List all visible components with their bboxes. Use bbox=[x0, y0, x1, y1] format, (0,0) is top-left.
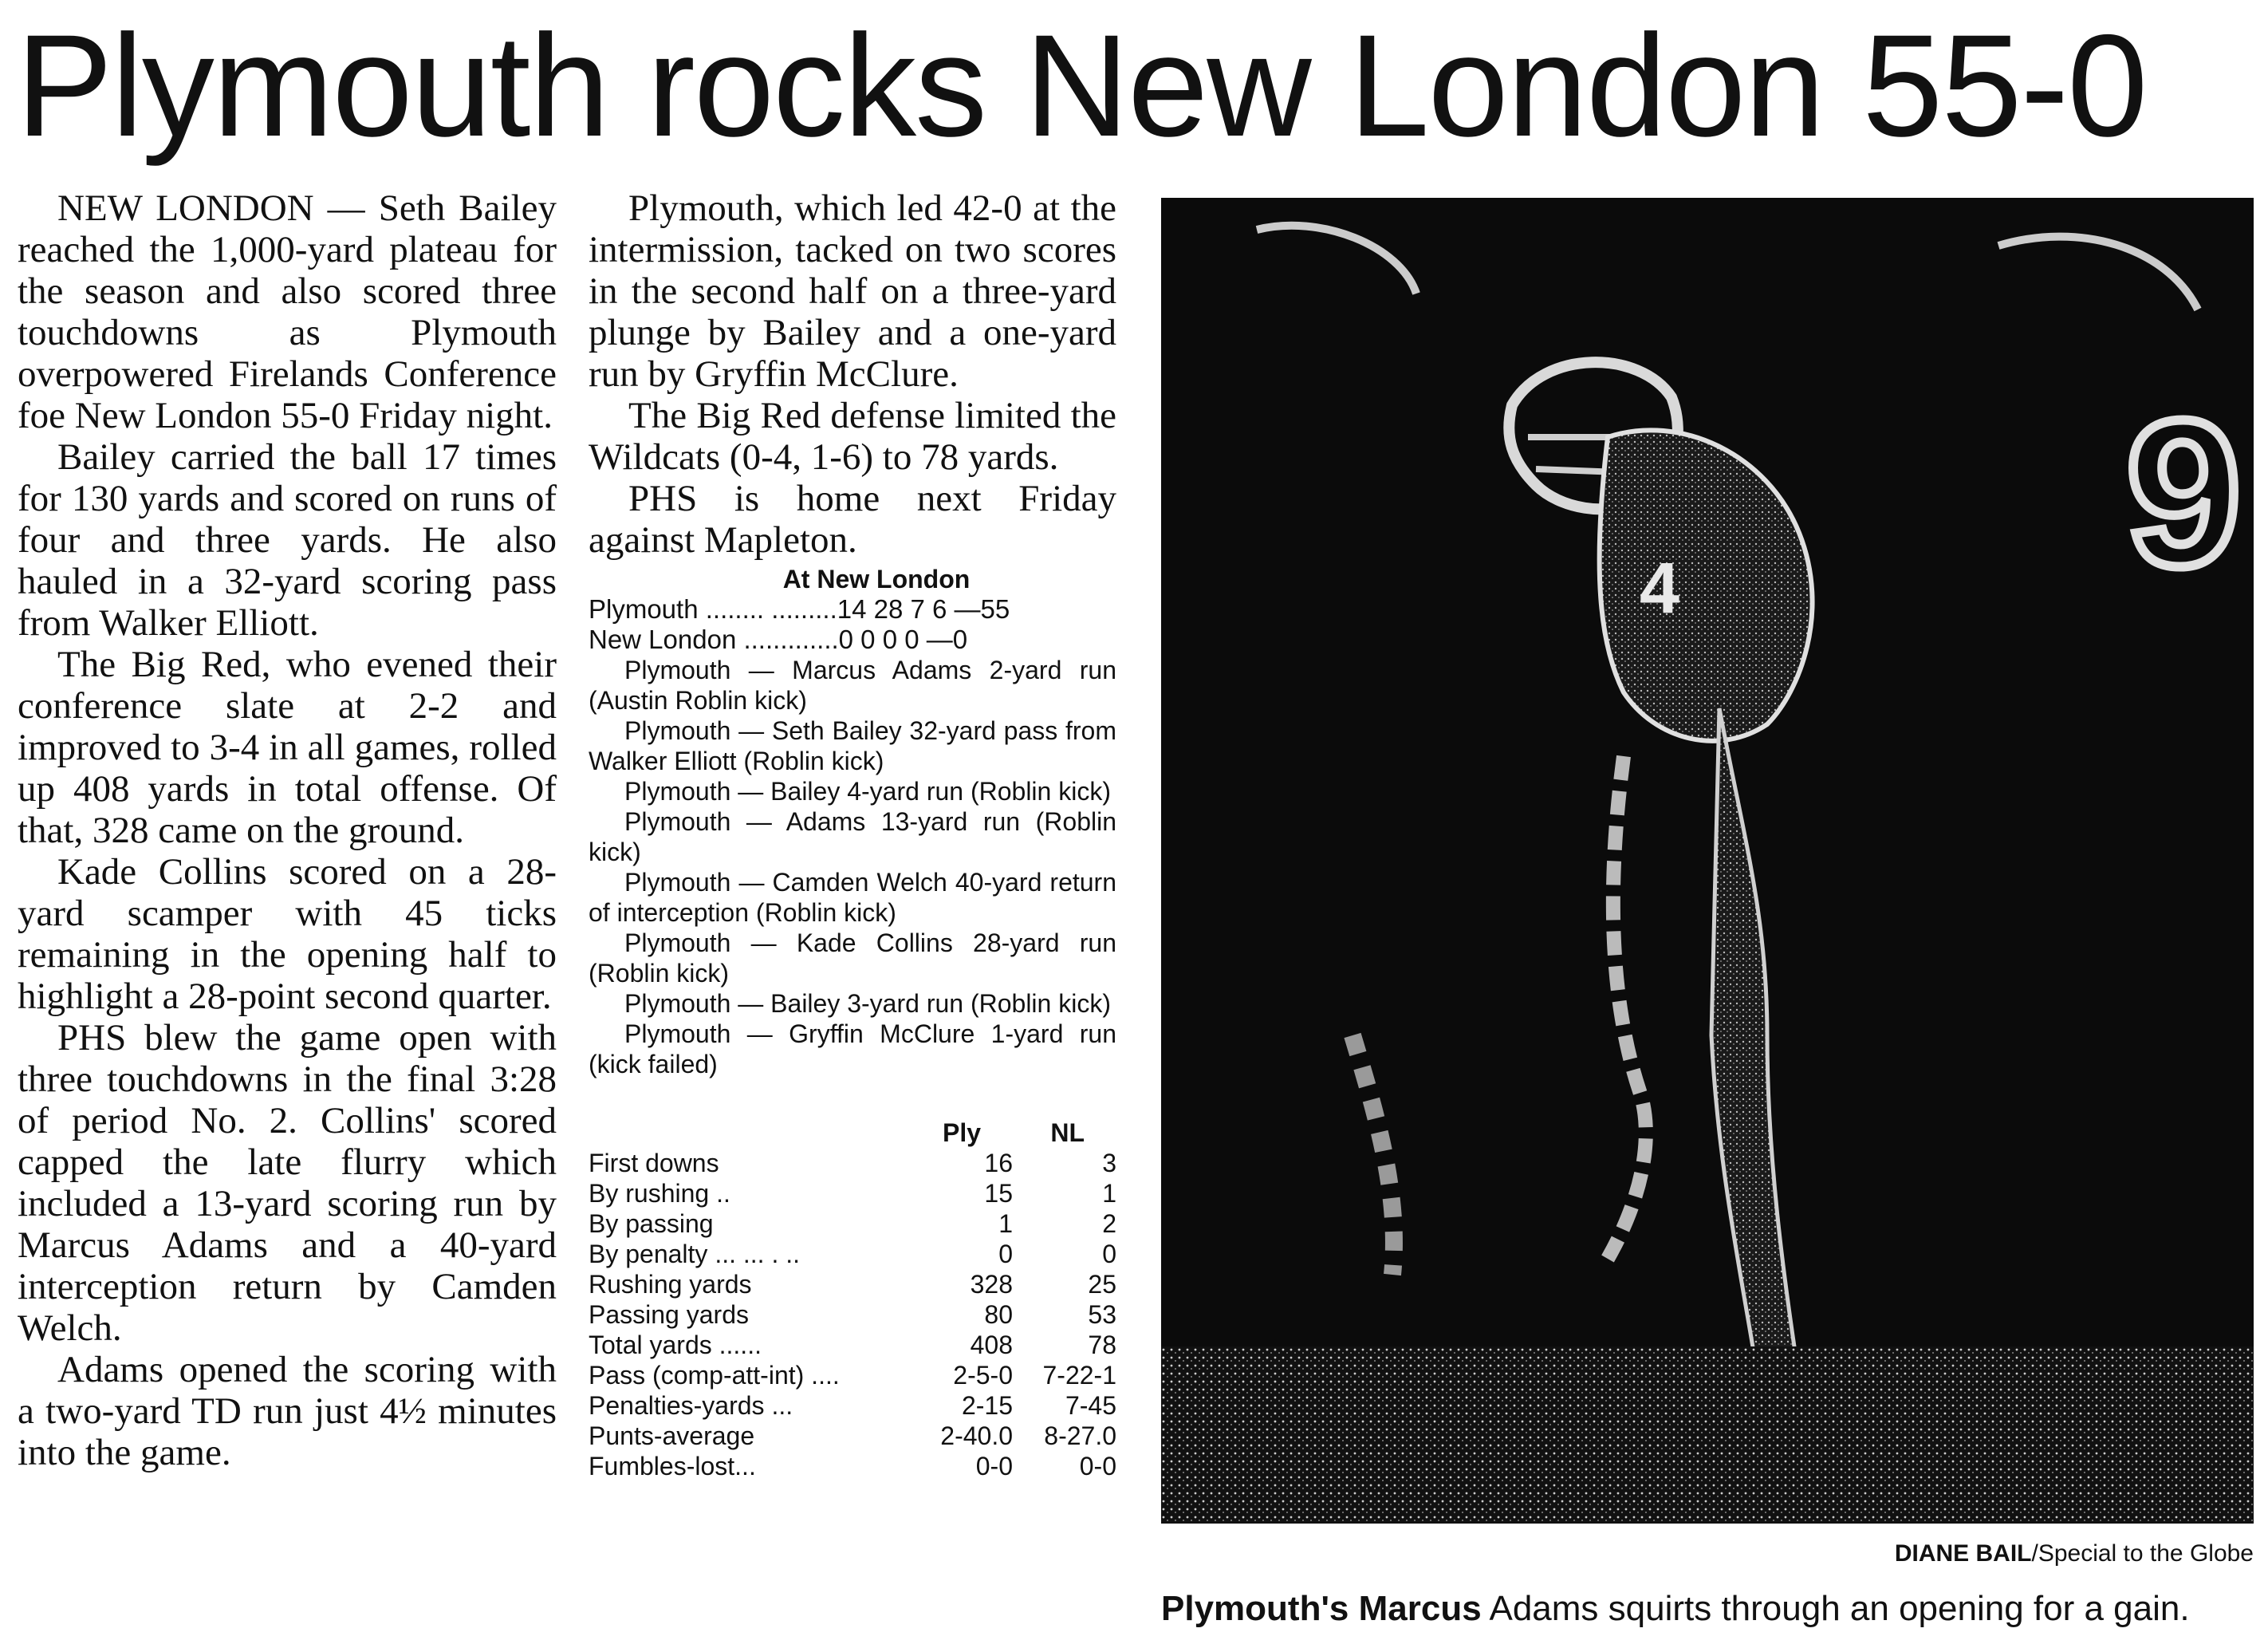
photo-caption-text: Adams squirts through an opening for a gain. bbox=[1481, 1589, 2190, 1628]
stat-nl: 3 bbox=[1102, 1149, 1116, 1177]
article-paragraph: NEW LONDON — Seth Bailey reached the 1,000-yard plateau for the season and also scored three touchdowns as Plymouth overpowered Firelands Conference foe New London 55-0 Friday night. bbox=[18, 187, 557, 436]
field-grass bbox=[1161, 1346, 2254, 1524]
article-paragraph: Adams opened the scoring with a two-yard TD run just 4½ minutes into the game. bbox=[18, 1349, 557, 1473]
team-stats bbox=[589, 1118, 1116, 1481]
team-stats-header bbox=[589, 1118, 1116, 1148]
team-stats-row bbox=[589, 1239, 1116, 1269]
photo-background bbox=[1161, 198, 2254, 1524]
headline: Plymouth rocks New London 55-0 bbox=[16, 4, 2147, 167]
team-stats-row bbox=[589, 1360, 1116, 1390]
stat-nl: 53 bbox=[1088, 1300, 1116, 1329]
team-stats-row bbox=[589, 1269, 1116, 1299]
stat-ply: 2-15 bbox=[961, 1391, 1013, 1420]
football-photo-illustration bbox=[1161, 198, 2254, 1524]
scoring-summary-item: Plymouth — Camden Welch 40-yard return of interception (Roblin kick) bbox=[589, 868, 1116, 927]
stat-label: Penalties-yards ... bbox=[589, 1391, 793, 1420]
stat-nl: 7-45 bbox=[1065, 1391, 1116, 1420]
stat-ply: 2-5-0 bbox=[953, 1361, 1013, 1390]
stat-label: First downs bbox=[589, 1149, 719, 1177]
team-stats-row bbox=[589, 1208, 1116, 1239]
stat-ply: 15 bbox=[984, 1179, 1013, 1208]
team-stats-row bbox=[589, 1299, 1116, 1330]
stat-nl: 2 bbox=[1102, 1209, 1116, 1238]
jersey-number-large: 9 bbox=[2126, 378, 2242, 609]
scoring-summary-item: Plymouth — Seth Bailey 32-yard pass from Walker Elliott (Roblin kick) bbox=[589, 716, 1116, 775]
stat-label: By rushing .. bbox=[589, 1179, 730, 1208]
article-paragraph: The Big Red defense limited the Wildcats (0-4, 1-6) to 78 yards. bbox=[589, 395, 1116, 478]
line-score-plymouth: Plymouth ........ .........14 28 7 6 —55 bbox=[589, 594, 1010, 624]
stat-label: By penalty ... ... . .. bbox=[589, 1240, 800, 1268]
article-paragraph: Bailey carried the ball 17 times for 130 yards and scored on runs of four and three yards. He also hauled in a 32-yard scoring pass from Walker Elliott. bbox=[18, 436, 557, 644]
article-paragraph: PHS is home next Friday against Mapleton. bbox=[589, 478, 1116, 561]
stat-nl: 25 bbox=[1088, 1270, 1116, 1299]
photo-credit bbox=[1161, 1540, 2254, 1568]
team-stats-row bbox=[589, 1148, 1116, 1178]
stat-nl: 0 bbox=[1102, 1240, 1116, 1268]
article-column-1 bbox=[18, 187, 557, 1473]
stat-nl: 8-27.0 bbox=[1044, 1421, 1116, 1450]
line-score-new-london: New London .............0 0 0 0 —0 bbox=[589, 625, 968, 654]
stat-label: Fumbles-lost... bbox=[589, 1452, 756, 1480]
scoring-summary-item: Plymouth — Gryffin McClure 1-yard run (kick failed) bbox=[589, 1019, 1116, 1078]
scoring-summary-item: Plymouth — Bailey 4-yard run (Roblin kick) bbox=[624, 777, 1111, 806]
team-stats-row bbox=[589, 1390, 1116, 1421]
scoring-summary-item: Plymouth — Kade Collins 28-yard run (Roblin kick) bbox=[589, 928, 1116, 988]
stat-label: Punts-average bbox=[589, 1421, 755, 1450]
team-stats-header-ply: Ply bbox=[942, 1118, 981, 1147]
stat-label: Passing yards bbox=[589, 1300, 749, 1329]
stat-nl: 78 bbox=[1088, 1331, 1116, 1359]
stat-ply: 408 bbox=[970, 1331, 1013, 1359]
photo-caption bbox=[1161, 1587, 2262, 1630]
stat-nl: 0-0 bbox=[1079, 1452, 1116, 1480]
stat-ply: 1 bbox=[998, 1209, 1013, 1238]
team-stats-row bbox=[589, 1330, 1116, 1360]
stat-label: Pass (comp-att-int) .... bbox=[589, 1361, 840, 1390]
stat-nl: 7-22-1 bbox=[1042, 1361, 1116, 1390]
stat-ply: 328 bbox=[970, 1270, 1013, 1299]
stat-nl: 1 bbox=[1102, 1179, 1116, 1208]
team-stats-row bbox=[589, 1451, 1116, 1481]
stat-ply: 16 bbox=[984, 1149, 1013, 1177]
football-photo bbox=[1161, 198, 2254, 1524]
photo-credit-name: DIANE BAIL bbox=[1894, 1540, 2032, 1567]
stat-ply: 0 bbox=[998, 1240, 1013, 1268]
stat-label: Total yards ...... bbox=[589, 1331, 762, 1359]
photo-credit-affiliation: /Special to the Globe bbox=[2031, 1540, 2254, 1567]
article-paragraph: Kade Collins scored on a 28-yard scamper with 45 ticks remaining in the opening half to highlight a 28-point second quarter. bbox=[18, 851, 557, 1017]
box-score-title: At New London bbox=[782, 565, 971, 593]
stat-ply: 0-0 bbox=[975, 1452, 1013, 1480]
team-stats-row bbox=[589, 1421, 1116, 1451]
scoring-summary-item: Plymouth — Adams 13-yard run (Roblin kick) bbox=[589, 807, 1116, 866]
scoring-summary-item: Plymouth — Bailey 3-yard run (Roblin kick) bbox=[624, 989, 1111, 1018]
article-column-2 bbox=[589, 187, 1116, 1481]
box-score bbox=[589, 564, 1116, 1481]
stat-label: Rushing yards bbox=[589, 1270, 752, 1299]
stat-label: By passing bbox=[589, 1209, 714, 1238]
team-stats-header-nl: NL bbox=[1050, 1118, 1085, 1147]
scoring-summary-item: Plymouth — Marcus Adams 2-yard run (Austin Roblin kick) bbox=[589, 656, 1116, 715]
photo-caption-lead: Plymouth's Marcus bbox=[1161, 1589, 1482, 1628]
stat-ply: 80 bbox=[984, 1300, 1013, 1329]
stat-ply: 2-40.0 bbox=[940, 1421, 1013, 1450]
article-paragraph: Plymouth, which led 42-0 at the intermission, tacked on two scores in the second half on a three-yard plunge by Bailey and a one-yard run by Gryffin McClure. bbox=[589, 187, 1116, 395]
team-stats-row bbox=[589, 1178, 1116, 1208]
article-paragraph: PHS blew the game open with three touchdowns in the final 3:28 of period No. 2. Collins' scored capped the late flurry which included a 13-yard scoring run by Marcus Adams and a 40-yard interception return by Camden Welch. bbox=[18, 1017, 557, 1349]
article-paragraph: The Big Red, who evened their conference slate at 2-2 and improved to 3-4 in all games, rolled up 408 yards in total offense. Of that, 328 came on the ground. bbox=[18, 644, 557, 851]
jersey-number-small: 4 bbox=[1640, 549, 1680, 629]
